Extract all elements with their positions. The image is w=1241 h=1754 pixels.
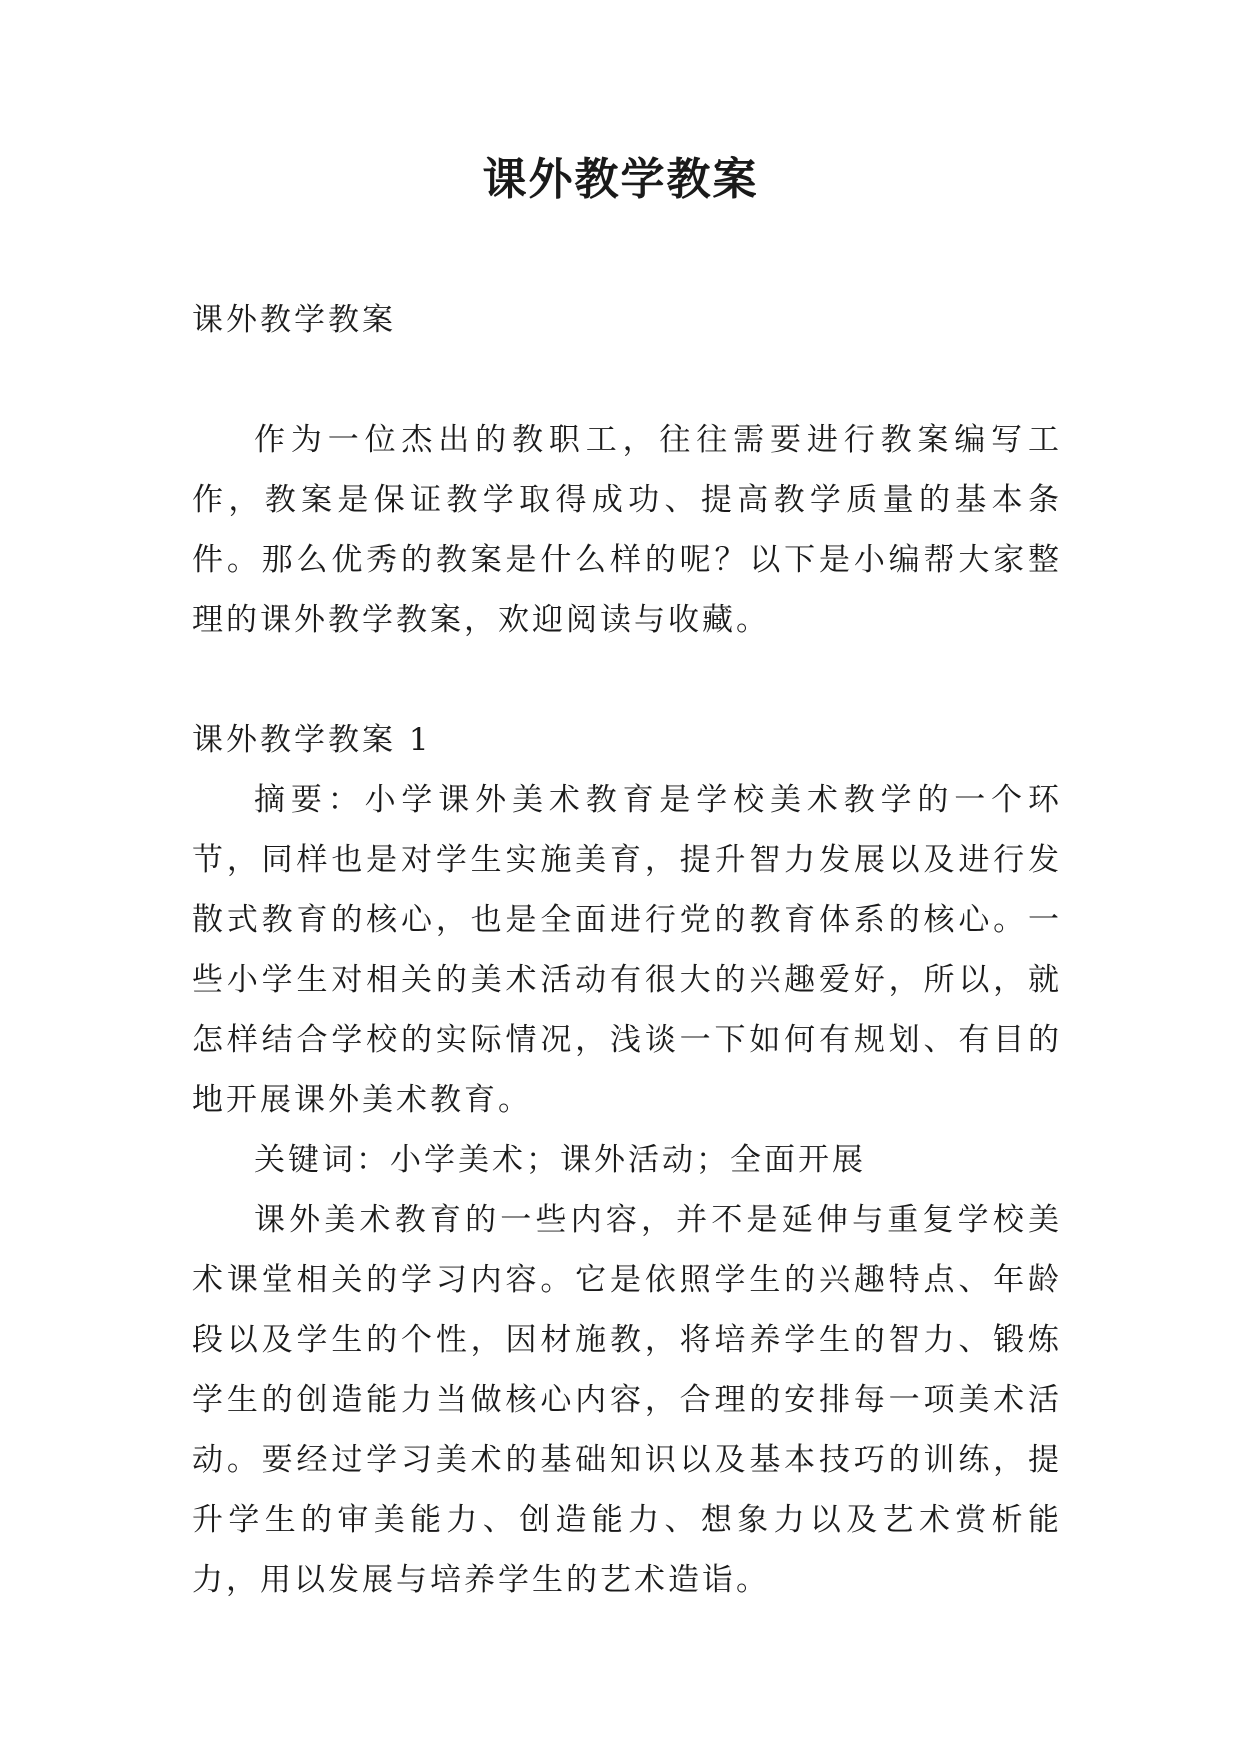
body-paragraph: 课外美术教育的一些内容，并不是延伸与重复学校美术课堂相关的学习内容。它是依照学生的兴趣特点、年龄段以及学生的个性，因材施教，将培养学生的智力、锻炼学生的创造能力当做核心内容，合理的安排每一项美术活动。要经过学习美术的基础知识以及基本技巧的训练，提升学生的审美能力、创造能力、想象力以及艺术赏析能力，用以发展与培养学生的艺术造诣。 (192, 1202, 1062, 1598)
document-body (192, 290, 1062, 1610)
document-subtitle: 课外教学教案 (192, 302, 396, 338)
section-heading: 课外教学教案 1 (192, 722, 432, 758)
document-title: 课外教学教案 (482, 154, 759, 205)
keywords-paragraph: 关键词：小学美术；课外活动；全面开展 (254, 1142, 866, 1178)
abstract-paragraph: 摘要：小学课外美术教育是学校美术教学的一个环节，同样也是对学生实施美育，提升智力发展以及进行发散式教育的核心，也是全面进行党的教育体系的核心。一些小学生对相关的美术活动有很大的兴趣爱好，所以，就怎样结合学校的实际情况，浅谈一下如何有规划、有目的地开展课外美术教育。 (192, 782, 1062, 1118)
intro-paragraph: 作为一位杰出的教职工，往往需要进行教案编写工作，教案是保证教学取得成功、提高教学质量的基本条件。那么优秀的教案是什么样的呢？以下是小编帮大家整理的课外教学教案，欢迎阅读与收藏。 (192, 422, 1062, 638)
